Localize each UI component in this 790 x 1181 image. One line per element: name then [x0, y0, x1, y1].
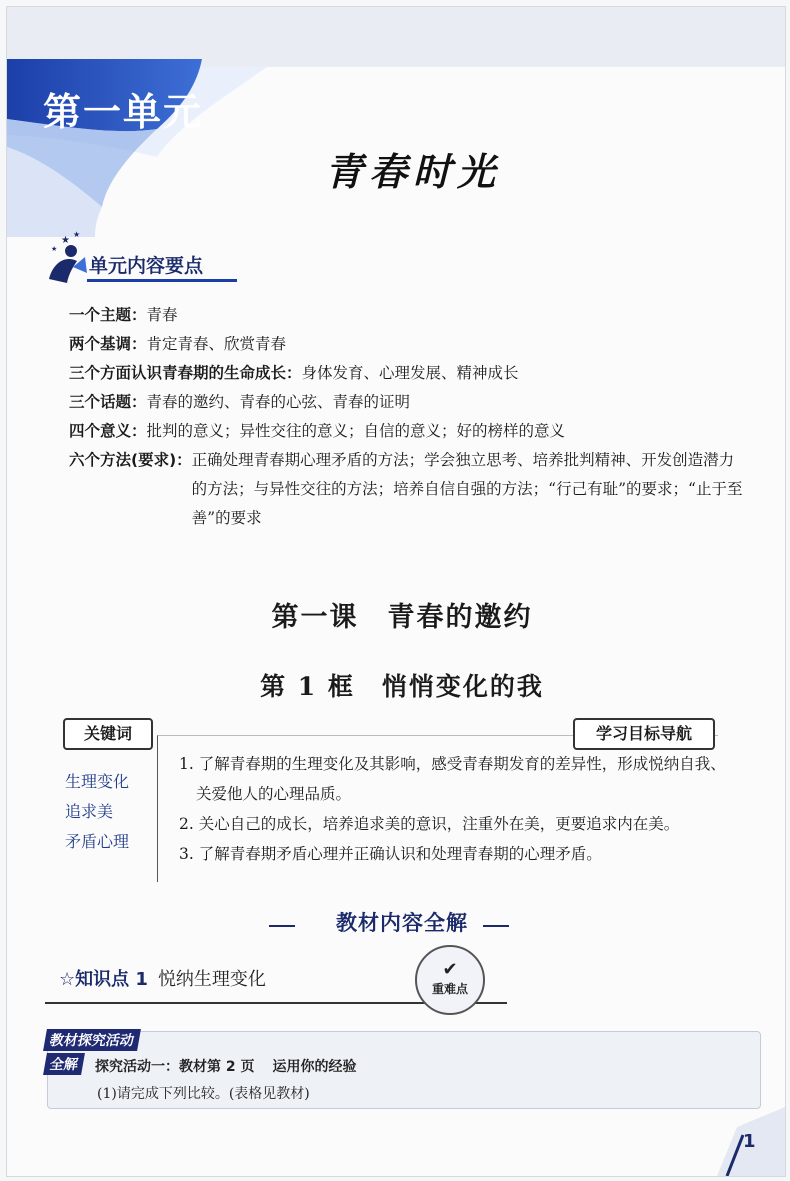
goals-list — [179, 749, 727, 869]
checkmark-icon: ✔ — [442, 959, 458, 980]
svg-text:★: ★ — [73, 230, 81, 239]
point-value: 批判的意义；异性交往的意义；自信的意义；好的榜样的意义 — [146, 422, 566, 440]
keyword-item: 生理变化 — [65, 772, 130, 791]
point-value: 肯定青春、欣赏青春 — [146, 335, 287, 353]
unit-title: 青春时光 — [325, 150, 502, 194]
point-row — [69, 388, 749, 417]
point-value: 青春的邀约、青春的心弦、青春的证明 — [146, 393, 411, 411]
keywords-tag: 关键词 — [63, 718, 153, 750]
unit-points-heading: 单元内容要点 — [89, 255, 204, 277]
unit-label: 第一单元 — [43, 90, 204, 134]
unit-points-list — [69, 301, 749, 533]
point-value: 正确处理青春期心理矛盾的方法；学会独立思考、培养批判精神、开发创造潜力的方法；与异性交往的方法；培养自信自强的方法；“行己有耻”的要求；“止于至善”的要求 — [191, 451, 743, 527]
point-value: 青春 — [146, 306, 178, 324]
svg-text:★: ★ — [61, 235, 70, 246]
key-difficulty-badge — [415, 945, 485, 1015]
heading-underline — [87, 279, 237, 282]
keyword-item: 矛盾心理 — [65, 832, 130, 851]
activity-title: 探究活动一：教材第 2 页 — [95, 1059, 255, 1075]
activity-subtitle: 运用你的经验 — [272, 1059, 357, 1075]
goal-item: 1. 了解青春期的生理变化及其影响，感受青春期发育的差异性，形成悦纳自我、关爱他人的心理品质。 — [179, 755, 726, 803]
point-value: 身体发育、心理发展、精神成长 — [301, 364, 519, 382]
point-row — [69, 417, 749, 446]
point-row — [69, 359, 749, 388]
svg-text:★: ★ — [51, 245, 58, 253]
point-row — [69, 446, 749, 533]
star-icon: ☆ — [59, 969, 76, 990]
point-row — [69, 301, 749, 330]
knowledge-point-label: 知识点 1 — [75, 969, 148, 990]
goal-item: 2. 关心自己的成长，培养追求美的意识，注重外在美，更要追求内在美。 — [179, 815, 680, 833]
knowledge-point-title: 悦纳生理变化 — [157, 969, 266, 990]
section-rule-right — [483, 925, 509, 927]
frame-title: 第 1 框 悄悄变化的我 — [260, 672, 544, 701]
explore-tag-line1: 教材探究活动 — [43, 1029, 141, 1051]
point-row — [69, 330, 749, 359]
page-number: 1 — [743, 1131, 756, 1152]
point-key: 四个意义： — [69, 422, 147, 440]
goal-item: 3. 了解青春期矛盾心理并正确认识和处理青春期的心理矛盾。 — [179, 845, 602, 863]
explore-tag-line2: 全解 — [43, 1053, 85, 1075]
explore-instruction: (1)请完成下列比较。(表格见教材) — [97, 1086, 310, 1102]
keyword-item: 追求美 — [65, 802, 114, 821]
goals-tag: 学习目标导航 — [573, 718, 715, 750]
point-key: 六个方法(要求)： — [69, 451, 192, 469]
lesson-title: 第一课 青春的邀约 — [271, 602, 533, 633]
knowledge-point-heading — [59, 965, 266, 991]
point-key: 一个主题： — [69, 306, 147, 324]
page-corner-graphic — [697, 1107, 785, 1176]
point-key: 三个话题： — [69, 393, 147, 411]
point-key: 三个方面认识青春期的生命成长： — [69, 364, 302, 382]
page — [6, 6, 786, 1177]
badge-label: 重难点 — [431, 982, 468, 996]
point-key: 两个基调： — [69, 335, 147, 353]
keywords-list — [65, 767, 129, 857]
section-title: 教材内容全解 — [336, 911, 468, 935]
explore-activity — [95, 1056, 357, 1076]
